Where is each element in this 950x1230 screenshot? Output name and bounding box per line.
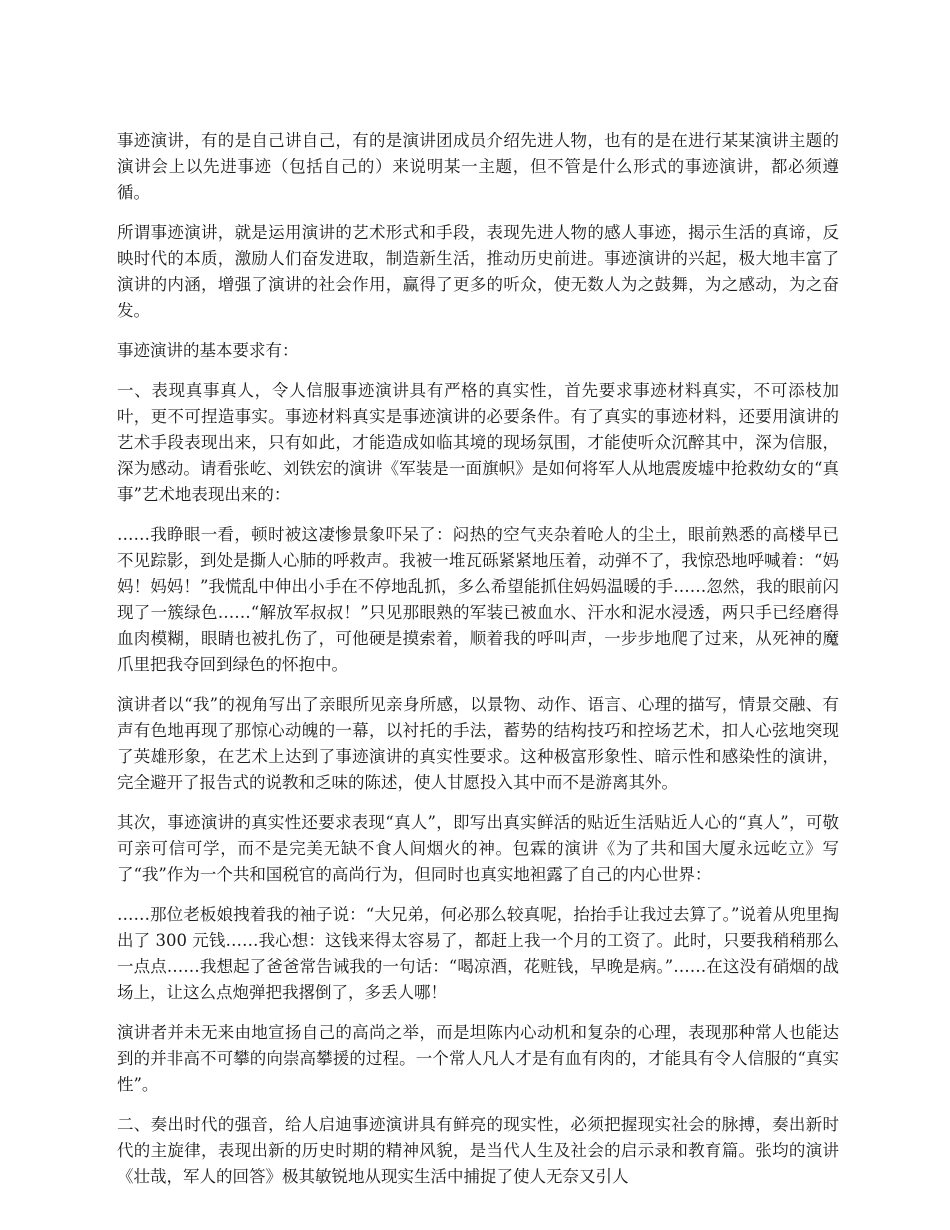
paragraph-analysis-two: 演讲者并未无来由地宣扬自己的高尚之举，而是坦陈内心动机和复杂的心理，表现那种常人也能达到的并非高不可攀的向崇高攀援的过程。一个常人凡人才是有血有肉的，才能具有令人信服的“真实性”。 bbox=[117, 1023, 839, 1094]
paragraph-requirement-two: 二、奏出时代的强音，给人启迪事迹演讲具有鲜亮的现实性，必须把握现实社会的脉搏，奏出新时代的主旋律，表现出新的历史时期的精神风貌，是当代人生及社会的启示录和教育篇。张均的演讲《壮哉，军人的回答》极其敏锐地从现实生活中捕捉了使人无奈又引人 bbox=[117, 1115, 839, 1186]
paragraph-analysis-one: 演讲者以“我”的视角写出了亲眼所见亲身所感，以景物、动作、语言、心理的描写，情景交融、有声有色地再现了那惊心动魄的一幕，以衬托的手法，蓄势的结构技巧和控场艺术，扣人心弦地突现了英雄形象，在艺术上达到了事迹演讲的真实性要求。这种极富形象性、暗示性和感染性的演讲，完全避开了报告式的说教和乏味的陈述，使人甘愿投入其中而不是游离其外。 bbox=[117, 695, 839, 792]
paragraph-quote-tax-officer: ……那位老板娘拽着我的袖子说：“大兄弟，何必那么较真呢，抬抬手让我过去算了。”说着从兜里掏出了 300 元钱……我心想：这钱来得太容易了，都赶上我一个月的工资了。此时，只要我稍稍那么一点点……我想起了爸爸常告诫我的一句话：“喝凉酒，花赃钱，早晚是病。”……在这没有硝烟的战场上，让这么点炮弹把我撂倒了，多丢人哪！ bbox=[117, 905, 839, 1002]
paragraph-definition: 所谓事迹演讲，就是运用演讲的艺术形式和手段，表现先进人物的感人事迹，揭示生活的真谛，反映时代的本质，激励人们奋发进取，制造新生活，推动历史前进。事迹演讲的兴起，极大地丰富了演讲的内涵，增强了演讲的社会作用，赢得了更多的听众，使无数人为之鼓舞，为之感动，为之奋发。 bbox=[117, 223, 839, 320]
paragraph-intro: 事迹演讲，有的是自己讲自己，有的是演讲团成员介绍先进人物，也有的是在进行某某演讲主题的演讲会上以先进事迹（包括自己的）来说明某一主题，但不管是什么形式的事迹演讲，都必须遵循。 bbox=[117, 131, 839, 202]
paragraph-real-person: 其次，事迹演讲的真实性还要求表现“真人”，即写出真实鲜活的贴近生活贴近人心的“真人”，可敬可亲可信可学，而不是完美无缺不食人间烟火的神。包霖的演讲《为了共和国大厦永远屹立》写了“我”作为一个共和国税官的高尚行为，但同时也真实地袒露了自己的内心世界： bbox=[117, 813, 839, 884]
document-body bbox=[117, 128, 839, 1204]
paragraph-requirement-one: 一、表现真事真人，令人信服事迹演讲具有严格的真实性，首先要求事迹材料真实，不可添枝加叶，更不可捏造事实。事迹材料真实是事迹演讲的必要条件。有了真实的事迹材料，还要用演讲的艺术手段表现出来，只有如此，才能造成如临其境的现场氛围，才能使听众沉醉其中，深为信服，深为感动。请看张屹、刘铁宏的演讲《军装是一面旗帜》是如何将军人从地震废墟中抢救幼女的“真事”艺术地表现出来的： bbox=[117, 381, 839, 504]
paragraph-quote-military: ……我睁眼一看，顿时被这凄惨景象吓呆了：闷热的空气夹杂着呛人的尘土，眼前熟悉的高楼早已不见踪影，到处是撕人心肺的呼救声。我被一堆瓦砾紧紧地压着，动弹不了，我惊恐地呼喊着：“妈妈！妈妈！”我慌乱中伸出小手在不停地乱抓，多么希望能抓住妈妈温暖的手……忽然，我的眼前闪现了一簇绿色……“解放军叔叔！”只见那眼熟的军装已被血水、汗水和泥水浸透，两只手已经磨得血肉模糊，眼睛也被扎伤了，可他硬是摸索着，顺着我的呼叫声，一步步地爬了过来，从死神的魔爪里把我夺回到绿色的怀抱中。 bbox=[117, 525, 839, 674]
paragraph-requirements-heading: 事迹演讲的基本要求有： bbox=[117, 341, 299, 360]
